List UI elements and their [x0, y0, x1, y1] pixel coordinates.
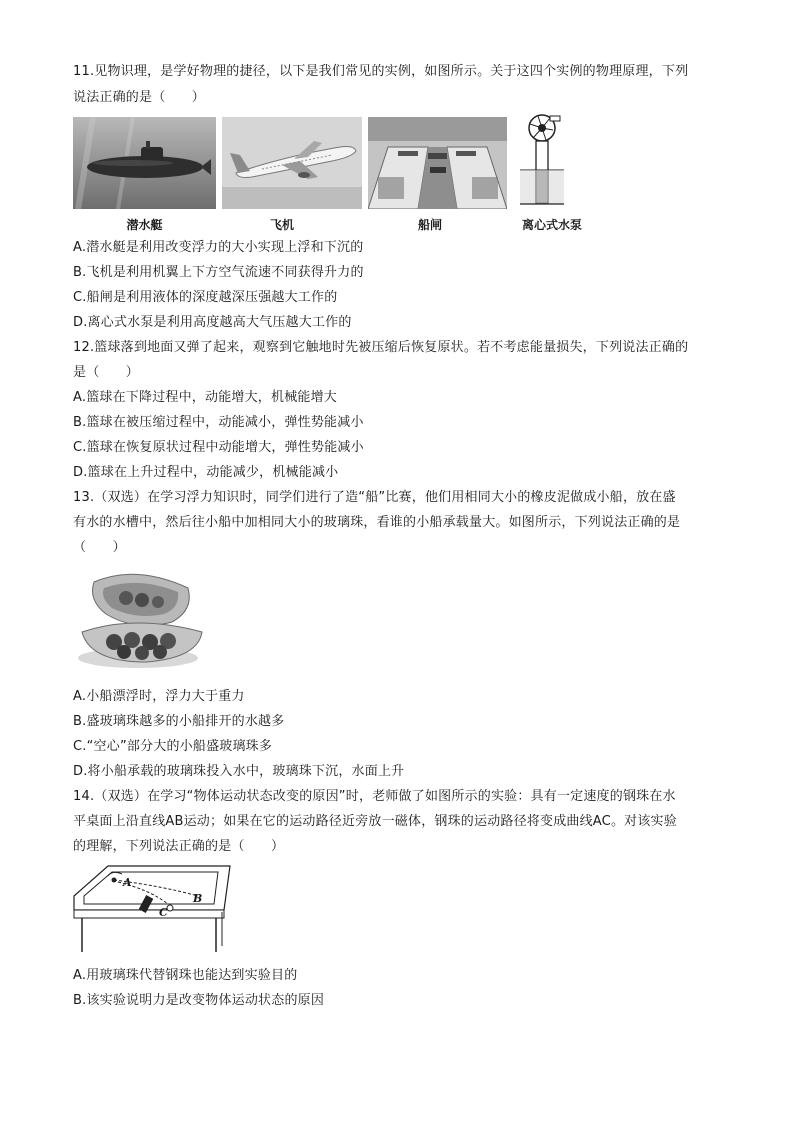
caption-centrifugal-pump: 离心式水泵	[521, 218, 582, 232]
caption-submarine: 潜水艇	[126, 218, 163, 232]
q14-stem-line2: 平桌面上沿直线AB运动；如果在它的运动路径近旁放一磁体，钢珠的运动路径将变成曲线AC。对该实验	[73, 814, 677, 829]
magnet-steel-ball-diagram	[72, 862, 232, 954]
q12-option-b: B.篮球在被压缩过程中，动能减小，弹性势能减小	[73, 415, 364, 430]
q13-option-c: C.“空心”部分大的小船盛玻璃珠多	[73, 739, 273, 754]
caption-ship-lock: 船闸	[417, 218, 442, 232]
caption-airplane: 飞机	[269, 218, 294, 232]
ship-lock-photo	[368, 117, 507, 209]
q14-option-b: B.该实验说明力是改变物体运动状态的原因	[73, 993, 325, 1008]
q11-option-d: D.离心式水泵是利用高度越高大气压越大工作的	[73, 315, 352, 330]
q11-option-a: A.潜水艇是利用改变浮力的大小实现上浮和下沉的	[73, 240, 364, 255]
q12-stem-line1: 12.篮球落到地面又弹了起来，观察到它触地时先被压缩后恢复原状。若不考虑能量损失，下列说法正确的	[73, 340, 689, 355]
q11-option-c: C.船闸是利用液体的深度越深压强越大工作的	[73, 290, 338, 305]
q14-stem-line1: 14.（双选）在学习“物体运动状态改变的原因”时，老师做了如图所示的实验：具有一定速度的钢珠在水	[73, 789, 676, 804]
q13-option-b: B.盛玻璃珠越多的小船排开的水越多	[73, 714, 285, 729]
centrifugal-pump-diagram	[516, 110, 568, 210]
q13-option-d: D.将小船承载的玻璃珠投入水中，玻璃珠下沉，水面上升	[73, 764, 405, 779]
q12-option-a: A.篮球在下降过程中，动能增大，机械能增大	[73, 390, 337, 405]
q14-option-a: A.用玻璃珠代替钢珠也能达到实验目的	[73, 968, 298, 983]
q13-stem-line3: （ ）	[73, 540, 126, 555]
q11-option-b: B.飞机是利用机翼上下方空气流速不同获得升力的	[73, 265, 364, 280]
q12-stem-line2: 是（ ）	[73, 365, 140, 380]
fig-label-c: C	[159, 906, 168, 919]
airplane-photo	[222, 117, 362, 209]
q12-option-d: D.篮球在上升过程中，动能减少，机械能减小	[73, 465, 339, 480]
q13-stem-line1: 13.（双选）在学习浮力知识时，同学们进行了造“船”比赛，他们用相同大小的橡皮泥做成小船，放在盛	[73, 490, 676, 505]
q11-stem-line1: 11.见物识理，是学好物理的捷径，以下是我们常见的实例，如图所示。关于这四个实例的物理原理，下列	[73, 64, 689, 79]
fig-label-b: B	[193, 892, 203, 905]
q12-option-c: C.篮球在恢复原状过程中动能增大，弹性势能减小	[73, 440, 364, 455]
q11-stem-line2: 说法正确的是（ ）	[73, 90, 206, 105]
clay-boats-photo	[76, 562, 206, 672]
submarine-photo	[73, 117, 216, 209]
q13-option-a: A.小船漂浮时，浮力大于重力	[73, 689, 245, 704]
q13-stem-line2: 有水的水槽中，然后往小船中加相同大小的玻璃珠，看谁的小船承载量大。如图所示，下列说法正确的是	[73, 515, 681, 530]
fig-label-a: A	[123, 876, 132, 889]
q14-stem-line3: 的理解，下列说法正确的是（ ）	[73, 839, 285, 854]
